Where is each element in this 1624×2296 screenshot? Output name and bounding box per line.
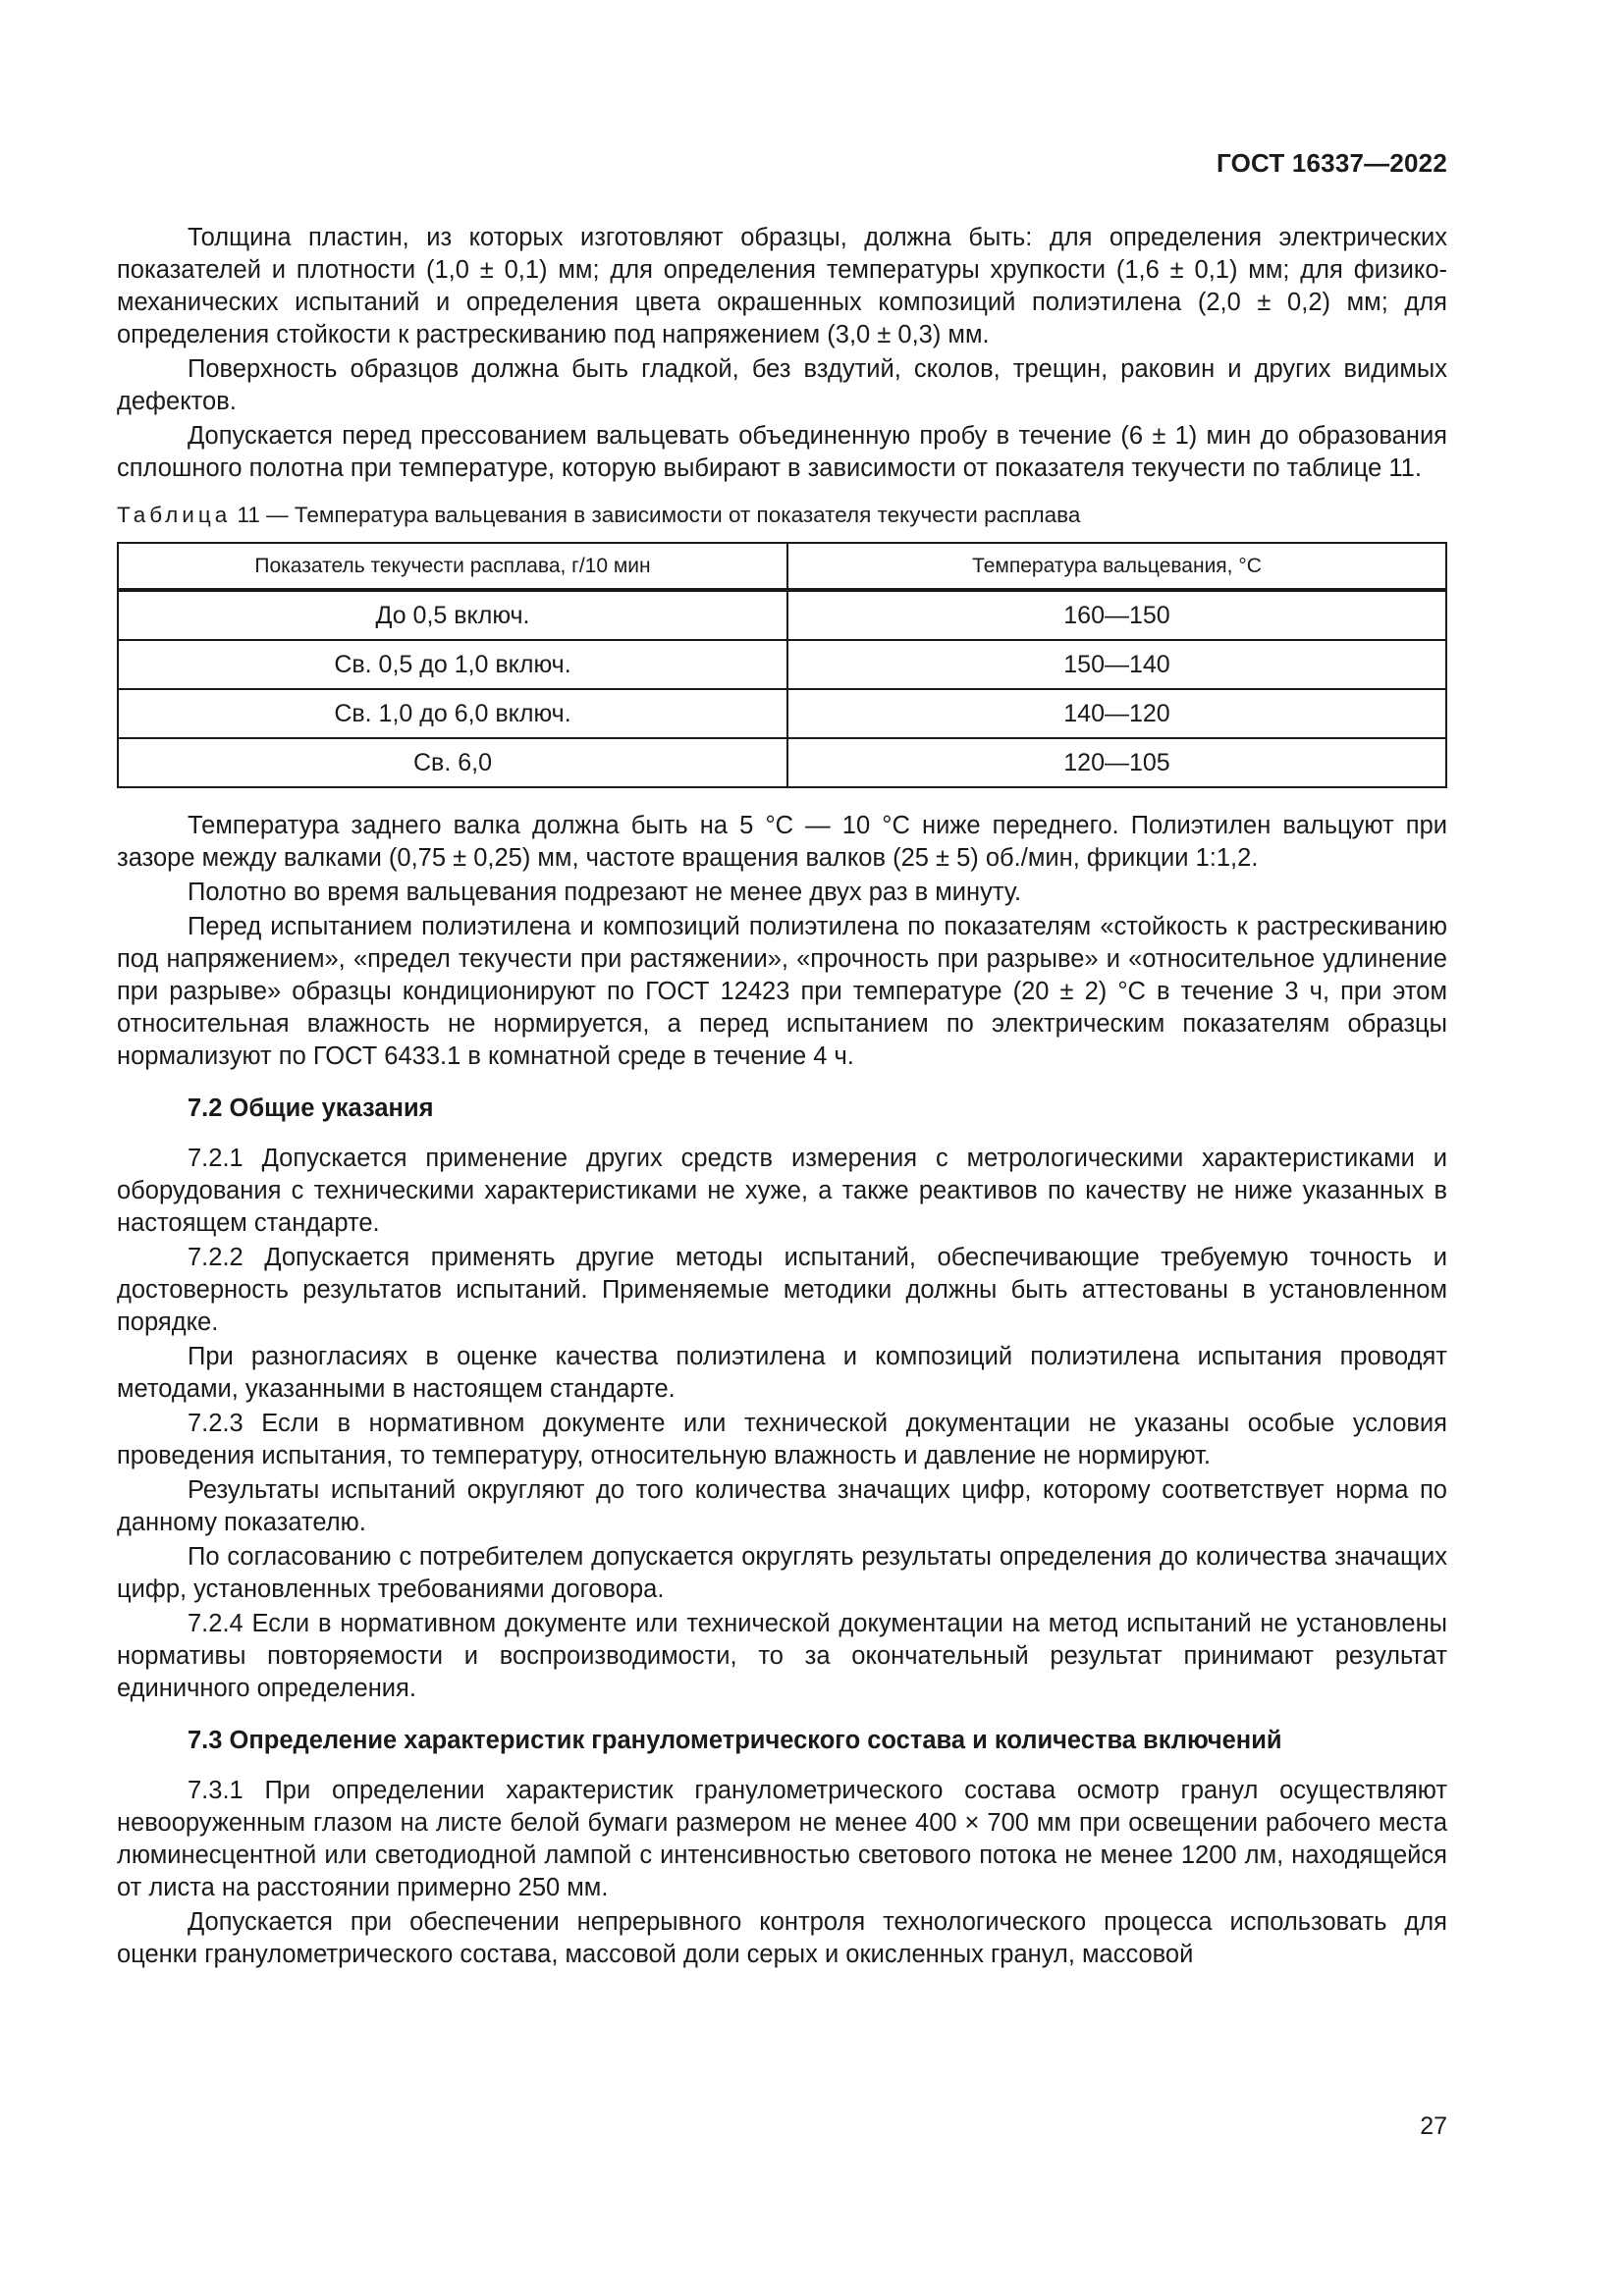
- table-row: [118, 640, 1446, 689]
- page-number: 27: [1420, 2112, 1447, 2140]
- paragraph: 7.3.1 При определении характеристик гранулометрического состава осмотр гранул осуществляют невооруженным глазом на листе белой бумаги размером не менее 400 × 700 мм при освещении рабочего места люминесцентной или светодиодной лампой с интенсивностью светового потока не менее 1200 лм, находящейся от листа на расстоянии примерно 250 мм.: [117, 1777, 1447, 1901]
- paragraph: Перед испытанием полиэтилена и композиций полиэтилена по показателям «стойкость к растрескиванию под напряжением», «предел текучести при растяжении», «прочность при разрыве» и «относительное удлинение при разрыве» образцы кондиционируют по ГОСТ 12423 при температуре (20 ± 2) °С в течение 3 ч, при этом относительная влажность не нормируется, а перед испытанием по электрическим показателям образцы нормализуют по ГОСТ 6433.1 в комнатной среде в течение 4 ч.: [117, 913, 1447, 1070]
- paragraph: Температура заднего валка должна быть на 5 °С — 10 °С ниже переднего. Полиэтилен вальцуют при зазоре между валками (0,75 ± 0,25) мм, частоте вращения валков (25 ± 5) об./мин, фрикции 1:1,2.: [117, 812, 1447, 872]
- table-header-row: [118, 543, 1446, 590]
- table-cell: Св. 1,0 до 6,0 включ.: [118, 689, 787, 738]
- paragraph: Толщина пластин, из которых изготовляют образцы, должна быть: для определения электрических показателей и плотности (1,0 ± 0,1) мм; для определения температуры хрупкости (1,6 ± 0,1) мм; для физико-механических испытаний и определения цвета окрашенных композиций полиэтилена (2,0 ± 0,2) мм; для определения стойкости к растрескиванию под напряжением (3,0 ± 0,3) мм.: [117, 224, 1447, 348]
- paragraph: Полотно во время вальцевания подрезают не менее двух раз в минуту.: [188, 879, 1022, 906]
- paragraph: 7.2.2 Допускается применять другие методы испытаний, обеспечивающие требуемую точность и достоверность результатов испытаний. Применяемые методики должны быть аттестованы в установленном порядке.: [117, 1244, 1447, 1336]
- table-cell: 160—150: [787, 590, 1446, 640]
- paragraph: 7.2.4 Если в нормативном документе или технической документации на метод испытаний не установлены нормативы повторяемости и воспроизводимости, то за окончательный результат принимают результат единичного определения.: [117, 1610, 1447, 1702]
- paragraph: По согласованию с потребителем допускается округлять результаты определения до количества значащих цифр, установленных требованиями договора.: [117, 1543, 1447, 1603]
- table-cell: 150—140: [787, 640, 1446, 689]
- page-body: [117, 222, 1447, 1973]
- table-cell: Св. 6,0: [118, 738, 787, 787]
- paragraph: Поверхность образцов должна быть гладкой, без вздутий, сколов, трещин, раковин и других видимых дефектов.: [117, 355, 1447, 415]
- table-row: [118, 590, 1446, 640]
- table-cell: 140—120: [787, 689, 1446, 738]
- table-row: [118, 689, 1446, 738]
- document-header: ГОСТ 16337—2022: [1217, 148, 1447, 178]
- table-caption-text: 11 — Температура вальцевания в зависимости от показателя текучести расплава: [237, 503, 1081, 527]
- paragraph: 7.2.1 Допускается применение других средств измерения с метрологическими характеристиками и оборудования с техническими характеристиками не хуже, а также реактивов по качеству не ниже указанных в настоящем стандарте.: [117, 1145, 1447, 1237]
- table-caption: [117, 501, 1447, 530]
- paragraph: Допускается при обеспечении непрерывного контроля технологического процесса использовать для оценки гранулометрического состава, массовой доли серых и окисленных гранул, массовой: [117, 1908, 1447, 1968]
- paragraph: 7.2.3 Если в нормативном документе или технической документации не указаны особые условия проведения испытания, то температуру, относительную влажность и давление не нормируют.: [117, 1410, 1447, 1469]
- column-header-temperature: Температура вальцевания, °С: [787, 543, 1446, 590]
- section-heading-7-2: 7.2 Общие указания: [188, 1095, 434, 1122]
- column-header-melt-flow: Показатель текучести расплава, г/10 мин: [118, 543, 787, 590]
- section-heading-7-3: 7.3 Определение характеристик гранулометрического состава и количества включений: [188, 1727, 1282, 1754]
- paragraph: Допускается перед прессованием вальцевать объединенную пробу в течение (6 ± 1) мин до образования сплошного полотна при температуре, которую выбирают в зависимости от показателя текучести по таблице 11.: [117, 422, 1447, 482]
- table-caption-label: Таблица: [117, 503, 232, 527]
- paragraph: При разногласиях в оценке качества полиэтилена и композиций полиэтилена испытания проводят методами, указанными в настоящем стандарте.: [117, 1343, 1447, 1403]
- table-row: [118, 738, 1446, 787]
- table-cell: До 0,5 включ.: [118, 590, 787, 640]
- paragraph: Результаты испытаний округляют до того количества значащих цифр, которому соответствует норма по данному показателю.: [117, 1476, 1447, 1536]
- table-cell: 120—105: [787, 738, 1446, 787]
- melt-flow-temperature-table: [117, 542, 1447, 788]
- table-cell: Св. 0,5 до 1,0 включ.: [118, 640, 787, 689]
